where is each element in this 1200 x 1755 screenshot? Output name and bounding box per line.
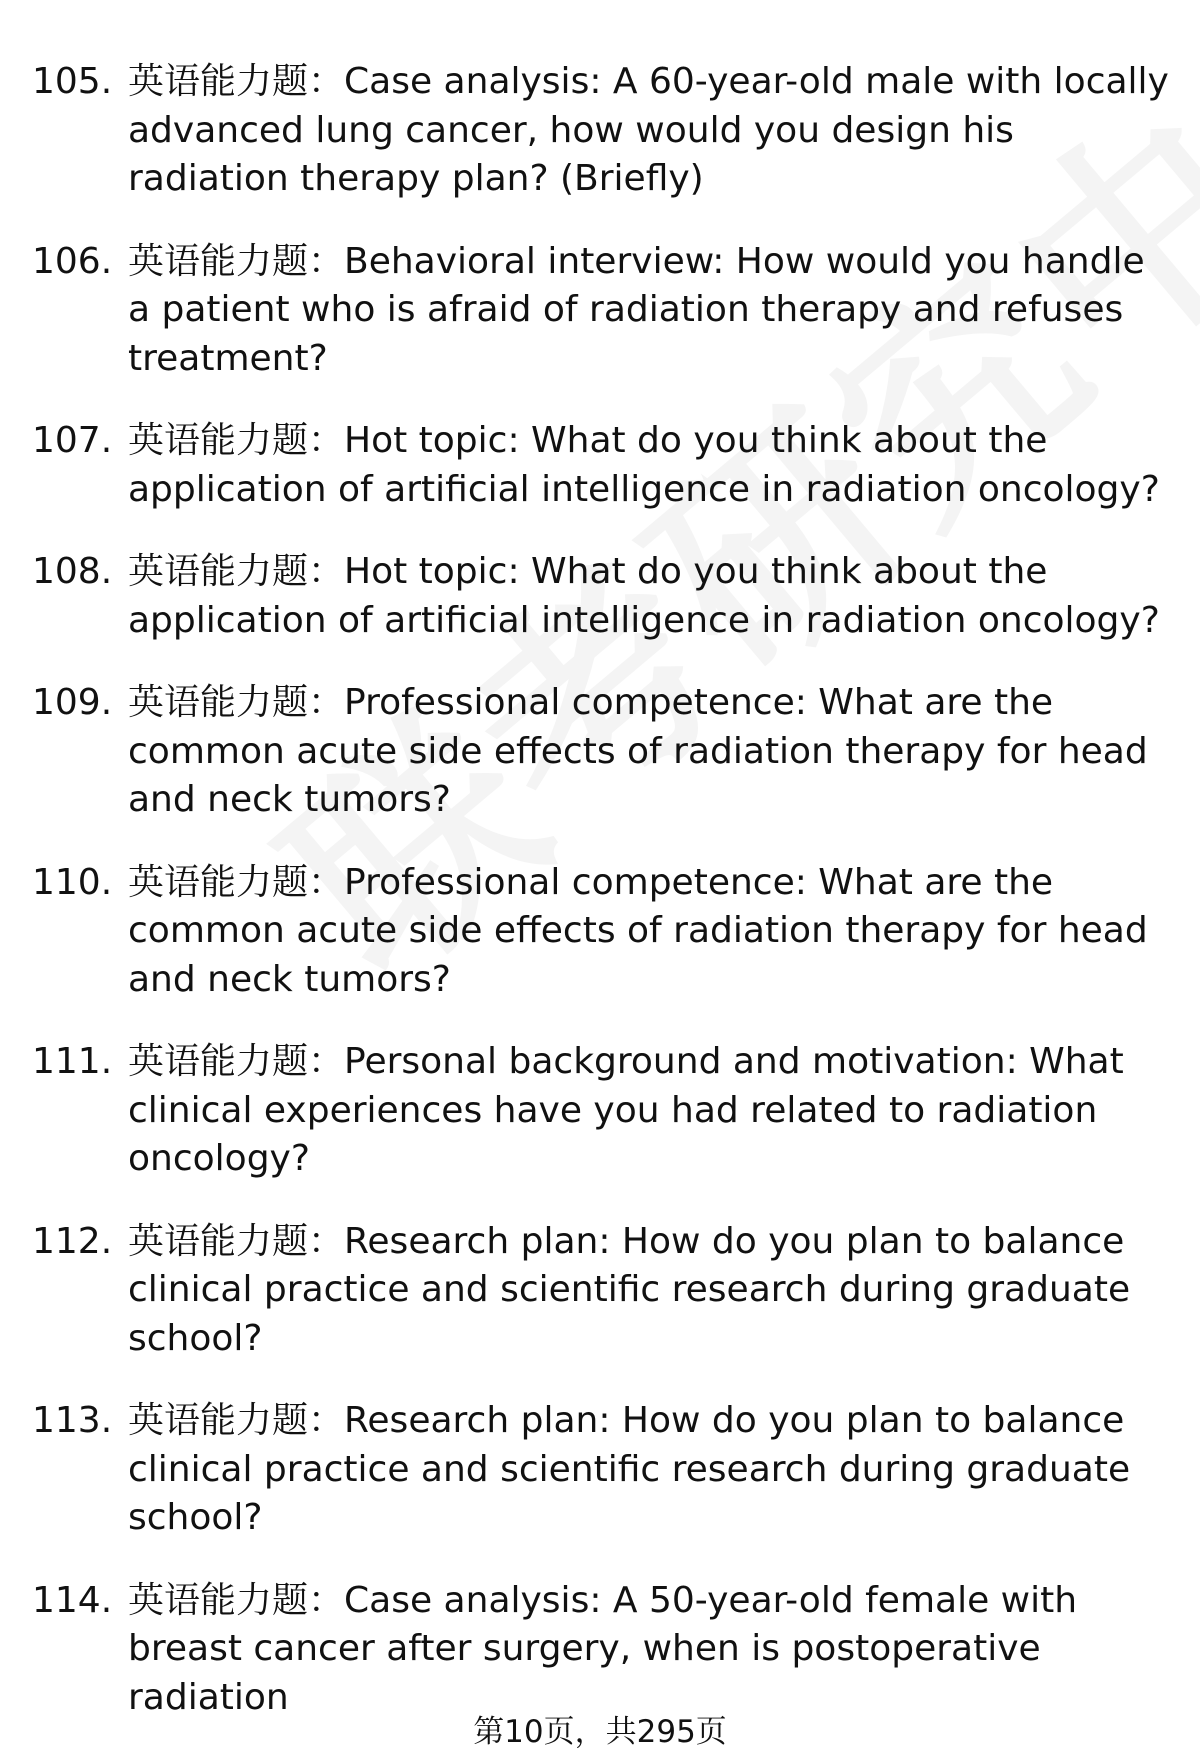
question-prefix: 英语能力题： (128, 1400, 345, 1441)
question-number: 114. (32, 1579, 113, 1621)
question-item (32, 1218, 1172, 1364)
question-body (128, 58, 1172, 204)
question-body (128, 859, 1172, 1005)
question-prefix: 英语能力题： (128, 240, 345, 282)
question-item (32, 238, 1172, 384)
question-prefix: 英语能力题： (128, 61, 345, 102)
question-number: 108. (32, 551, 113, 592)
question-body (128, 1218, 1172, 1364)
question-number: 111. (32, 1041, 113, 1082)
question-number: 107. (32, 420, 113, 461)
question-item (32, 58, 1172, 204)
question-item (32, 859, 1172, 1005)
question-text: Hot topic: What do you think about the application of artificial intelligence in radiation oncology? (128, 420, 1160, 510)
question-item (32, 1038, 1172, 1184)
question-text: Professional competence: What are the common acute side effects of radiation therapy for head and neck tumors? (128, 861, 1148, 1000)
question-body (128, 1038, 1172, 1184)
question-number: 113. (32, 1400, 113, 1441)
question-prefix: 英语能力题： (128, 1041, 345, 1082)
question-body (128, 548, 1172, 645)
question-text: Case analysis: A 60-year-old male with locally advanced lung cancer, how would you design his radiation therapy plan? (Briefly) (128, 61, 1169, 199)
question-prefix: 英语能力题： (128, 1579, 345, 1621)
question-item (32, 548, 1172, 645)
question-text: Professional competence: What are the common acute side effects of radiation therapy for head and neck tumors? (128, 682, 1148, 820)
page-footer: 第10页，共295页 (473, 1714, 727, 1750)
question-list (32, 58, 1172, 1755)
question-number: 109. (32, 682, 113, 723)
question-number: 105. (32, 61, 113, 102)
question-prefix: 英语能力题： (128, 551, 345, 592)
question-item (32, 1397, 1172, 1543)
question-prefix: 英语能力题： (128, 420, 345, 461)
question-text: Research plan: How do you plan to balance clinical practice and scientific research during graduate school? (128, 1400, 1131, 1538)
question-body (128, 417, 1172, 514)
question-number: 110. (32, 861, 113, 903)
question-body (128, 1577, 1172, 1723)
question-text: Personal background and motivation: What clinical experiences have you had related to radiation oncology? (128, 1041, 1124, 1179)
question-prefix: 英语能力题： (128, 1220, 345, 1262)
question-item (32, 1577, 1172, 1723)
question-prefix: 英语能力题： (128, 682, 345, 723)
question-text: Case analysis: A 50-year-old female with breast cancer after surgery, when is postoperative radiation (128, 1579, 1078, 1718)
question-body (128, 1397, 1172, 1543)
question-body (128, 238, 1172, 384)
question-prefix: 英语能力题： (128, 861, 345, 903)
question-item (32, 417, 1172, 514)
question-text: Behavioral interview: How would you handle a patient who is afraid of radiation therapy and refuses treatment? (128, 240, 1145, 379)
question-text: Hot topic: What do you think about the application of artificial intelligence in radiation oncology? (128, 551, 1160, 641)
question-text: Research plan: How do you plan to balance clinical practice and scientific research during graduate school? (128, 1220, 1131, 1359)
question-number: 106. (32, 240, 113, 282)
question-number: 112. (32, 1220, 113, 1262)
question-item (32, 679, 1172, 825)
question-body (128, 679, 1172, 825)
